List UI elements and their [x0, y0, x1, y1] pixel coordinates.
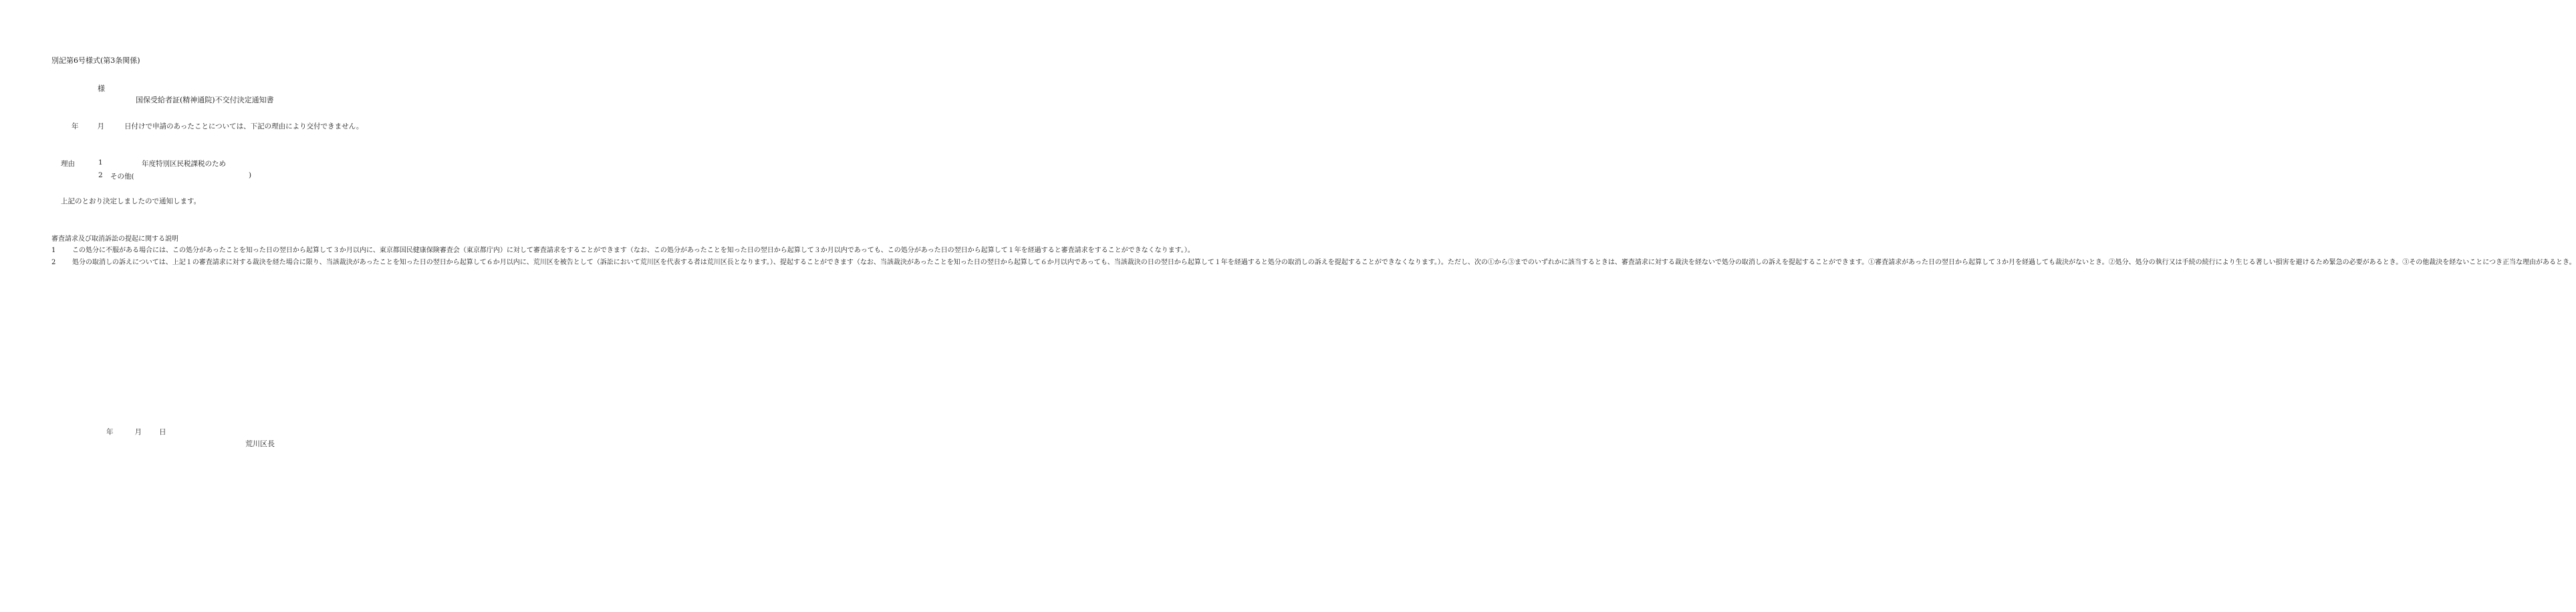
- addressee-suffix: 様: [98, 84, 105, 93]
- intro-month: 月: [97, 122, 104, 130]
- remedy-item-number: 1: [51, 247, 56, 254]
- reason-label: 理由: [61, 160, 75, 168]
- reason-1-text: 年度特別区民税課税のため: [142, 160, 226, 168]
- date-year: 年: [106, 428, 114, 436]
- reason-2-close-paren: ): [249, 171, 252, 179]
- remedy-item: [51, 245, 1194, 257]
- remedy-section: [51, 233, 2576, 269]
- reason-2-text: その他(: [110, 173, 134, 181]
- date-day: 日: [159, 428, 166, 436]
- reason-2-number: 2: [98, 171, 103, 179]
- remedy-item-text: この処分に不服がある場合には、この処分があったことを知った日の翌日から起算して３か月以内に、東京都国民健康保険審査会（東京都庁内）に対して審査請求をすることができます（なお、この処分があったことを知った日の翌日から起算して３か月以内であっても、この処分があった日の翌日から起算して１年を経過すると審査請求をすることができなくなります。）。: [72, 247, 1194, 254]
- remedy-heading: 審査請求及び取消訴訟の提起に関する説明: [51, 235, 178, 243]
- notice-statement: 上記のとおり決定しましたので通知します。: [61, 197, 201, 205]
- intro-paragraph: [51, 120, 374, 133]
- intro-text: 日付けで申請のあったことについては、下記の理由により交付できません。: [124, 122, 364, 130]
- reason-1-number: 1: [98, 159, 103, 167]
- date-month: 月: [134, 428, 142, 436]
- form-id: 別記第6号様式(第3条関係): [51, 56, 140, 65]
- remedy-item: [51, 257, 2576, 269]
- remedy-item-text: 処分の取消しの訴えについては、上記１の審査請求に対する裁決を経た場合に限り、当該裁決があったことを知った日の翌日から起算して６か月以内に、荒川区を被告として（訴訟において荒川区を代表する者は荒川区長となります。）、提起することができます（なお、当該裁決があったことを知った日の翌日から起算して６か月以内であっても、当該裁決の日の翌日から起算して１年を経過すると処分の取消しの訴えを提起することができなくなります。）。ただし、次の①から③までのいずれかに該当するときは、審査請求に対する裁決を経ないで処分の取消しの訴えを提起することができます。①審査請求があった日の翌日から起算して３か月を経過しても裁決がないとき。②処分、処分の執行又は手続の続行により生じる著しい損害を避けるため緊急の必要があるとき。③その他裁決を経ないことにつき正当な理由があるとき。: [72, 259, 2576, 266]
- issue-date: [106, 427, 166, 437]
- intro-year: 年: [72, 122, 79, 130]
- signer: 荒川区長: [245, 439, 275, 448]
- document-title: 国保受給者証(精神通院)不交付決定通知書: [136, 96, 274, 104]
- remedy-item-number: 2: [51, 259, 56, 266]
